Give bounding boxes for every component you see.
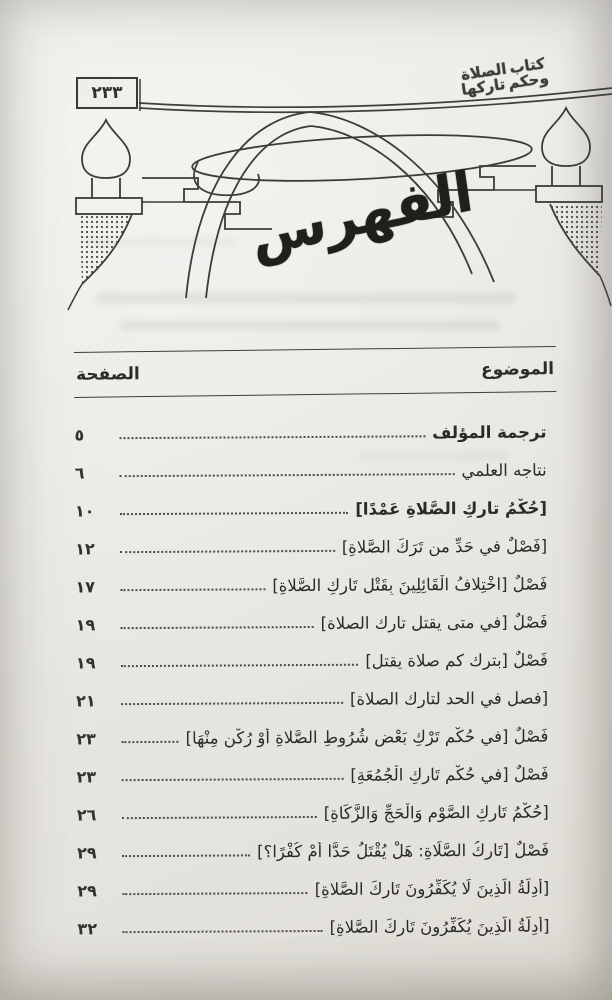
- dotted-leader: [121, 664, 358, 667]
- toc-entry-page: ٢٩: [77, 880, 97, 900]
- toc-entry: [76, 717, 548, 758]
- toc-entry-page: ٢٦: [76, 804, 97, 824]
- dotted-leader: [120, 550, 335, 553]
- toc-entry-page: ٥: [74, 424, 85, 444]
- toc-entry: [75, 451, 547, 492]
- toc-entry: [77, 793, 549, 834]
- toc-entry-title: فَصْلٌ [في متى يقتل تارك الصلاة]: [320, 612, 548, 633]
- subject-column-label: الموضوع: [480, 359, 555, 380]
- dotted-leader: [122, 816, 317, 819]
- left-minaret-icon: [68, 120, 142, 310]
- dotted-leader: [122, 778, 344, 781]
- toc-entry: [76, 679, 548, 720]
- dotted-leader: [122, 892, 307, 895]
- toc-entry-title: فَصْلٌ [اخْتِلافُ الْقَائِلِينَ بِقَتْلِ تَارِكِ الصَّلاةِ]: [272, 574, 548, 595]
- toc-entry: [74, 413, 546, 454]
- dotted-leader: [121, 702, 343, 705]
- toc-entry-page: ٢١: [76, 690, 96, 710]
- toc-entry: [75, 527, 547, 568]
- toc-entry-page: ٦: [74, 462, 85, 482]
- dotted-leader: [123, 930, 323, 933]
- toc-entry: [76, 641, 548, 682]
- page-number-box: [76, 77, 138, 109]
- toc-entry-page: ٢٩: [76, 842, 97, 862]
- dotted-leader: [121, 741, 178, 743]
- toc-entry-page: ١٠: [74, 500, 95, 520]
- toc-entry-title: [فصل في الحد لتارك الصلاة]: [349, 688, 549, 709]
- right-minaret-icon: [536, 108, 611, 306]
- dotted-leader: [122, 854, 250, 857]
- toc-entry-title: فَصْلٌ [تَارِكُ الصَّلَاةِ: هَلْ يُقْتَلُ حَدًّا أَمْ كُفْرًا؟]: [257, 840, 550, 861]
- toc-entry-title: [فَصْلٌ في حَدِّ من تَرَكَ الصَّلاةِ]: [341, 536, 548, 557]
- toc-entry-page: ١٧: [75, 576, 96, 596]
- toc-entry: [77, 831, 549, 872]
- toc-entry: [75, 565, 547, 606]
- dotted-leader: [120, 435, 426, 439]
- mosque-arch-ornament: [0, 0, 612, 312]
- toc-header: [74, 346, 557, 398]
- book-title-stamp: كتاب الصلاة وحكم تاركها: [459, 54, 550, 99]
- toc-entry-title: [حُكْمُ تَارِكِ الصَّوْمِ وَالْحَجِّ وَالزَّكَاةِ]: [323, 802, 549, 823]
- toc-entry: [77, 907, 549, 948]
- toc-list: [74, 413, 549, 948]
- toc-entry-title: [حُكْمُ تارِكِ الصَّلاةِ عَمْدًا]: [355, 498, 548, 519]
- toc-entry: [77, 869, 549, 910]
- toc-entry-page: ٢٣: [76, 728, 96, 748]
- toc-entry-title: [أَدِلَّةُ الَّذِينَ يُكَفِّرُونَ تَارِكَ الصَّلاةِ]: [329, 916, 550, 937]
- dotted-leader: [120, 588, 265, 591]
- page-number: ٢٣٣: [91, 83, 123, 103]
- page-title: الفهرس: [247, 158, 477, 270]
- toc-entry: [76, 603, 548, 644]
- toc-entry-title: فَصْلٌ [بترك كم صلاة يقتل]: [365, 650, 548, 671]
- toc-entry: [75, 489, 547, 530]
- dotted-leader: [120, 473, 455, 477]
- page-column-label: الصفحة: [75, 364, 140, 385]
- toc-entry-title: فَصْلٌ [في حُكْمِ تَارِكِ الْجُمُعَةِ]: [350, 764, 549, 785]
- toc-entry-title: فَصْلٌ [في حُكْمِ تَرْكِ بَعْضِ شُرُوطِ الصَّلاةِ أَوْ رُكْنٍ مِنْهَا]: [185, 726, 549, 748]
- bleedthrough-ghost: [120, 321, 500, 330]
- toc-entry-title: [أَدِلَّةُ الَّذِينَ لَا يُكَفِّرُونَ تَارِكَ الصَّلاةِ]: [314, 878, 550, 899]
- toc-entry: [76, 755, 548, 796]
- toc-entry-page: ٢٣: [76, 766, 97, 786]
- toc-entry-title: ترجمة المؤلف: [432, 422, 547, 442]
- toc-entry-page: ١٩: [75, 652, 96, 672]
- toc-entry-page: ١٢: [75, 538, 95, 558]
- dotted-leader: [121, 626, 314, 629]
- dotted-leader: [120, 512, 348, 515]
- toc-entry-page: ١٩: [75, 614, 96, 634]
- toc-entry-title: نتاجه العلمي: [461, 460, 547, 480]
- toc-entry-page: ٣٢: [77, 918, 98, 938]
